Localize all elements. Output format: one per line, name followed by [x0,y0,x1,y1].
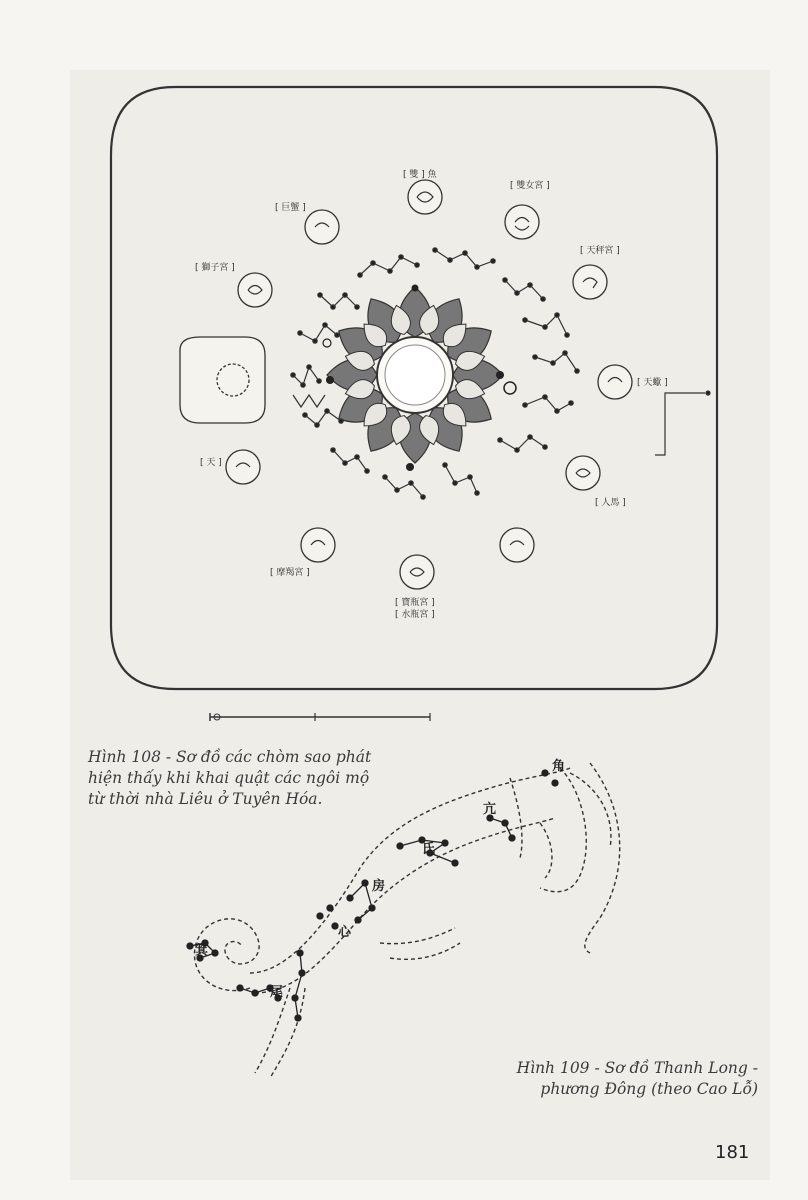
left-cartouche [180,337,265,423]
star-map-figure [105,85,725,695]
page-number: 181 [715,1142,750,1163]
svg-text:[ 雙女宮 ]: [ 雙女宮 ] [510,181,550,191]
caption-line: Hình 109 - Sơ đồ Thanh Long - [516,1059,758,1077]
svg-text:[ 人馬 ]: [ 人馬 ] [595,498,626,508]
label-wei: 尾 [270,985,284,1000]
caption-line: phương Đông (theo Cao Lỗ) [540,1080,758,1098]
svg-text:[ 摩羯宮 ]: [ 摩羯宮 ] [270,568,310,578]
central-lotus [327,287,503,463]
label-di: 氐 [422,842,436,857]
scale-bar [205,707,435,727]
svg-text:[ 天蠍 ]: [ 天蠍 ] [637,378,668,388]
svg-text:[ 天秤宮 ]: [ 天秤宮 ] [580,246,620,256]
compass-marker [655,391,710,455]
svg-text:[ 巨蟹 ]: [ 巨蟹 ] [275,203,306,213]
figure-109-caption [448,1058,758,1100]
caption-line: hiện thấy khi khai quật các ngôi mộ [88,769,370,787]
label-kang: 亢 [483,802,497,817]
svg-text:[ 獅子宮 ]: [ 獅子宮 ] [195,263,235,273]
dragon-figure [160,748,650,1098]
svg-text:[ 寶瓶宮 ]: [ 寶瓶宮 ] [395,598,435,608]
caption-line: Hình 108 - Sơ đồ các chòm sao phát [88,748,372,766]
label-xin: 心 [338,925,352,940]
label-fang: 房 [372,879,386,894]
svg-text:[ 水瓶宮 ]: [ 水瓶宮 ] [395,610,435,620]
label-ji: 箕 [195,943,209,958]
label-jiao: 角 [552,759,566,774]
svg-text:[ 雙 ] 魚: [ 雙 ] 魚 [403,170,437,180]
caption-line: từ thời nhà Liêu ở Tuyên Hóa. [88,790,323,808]
svg-text:[ 天 ]: [ 天 ] [200,458,222,468]
